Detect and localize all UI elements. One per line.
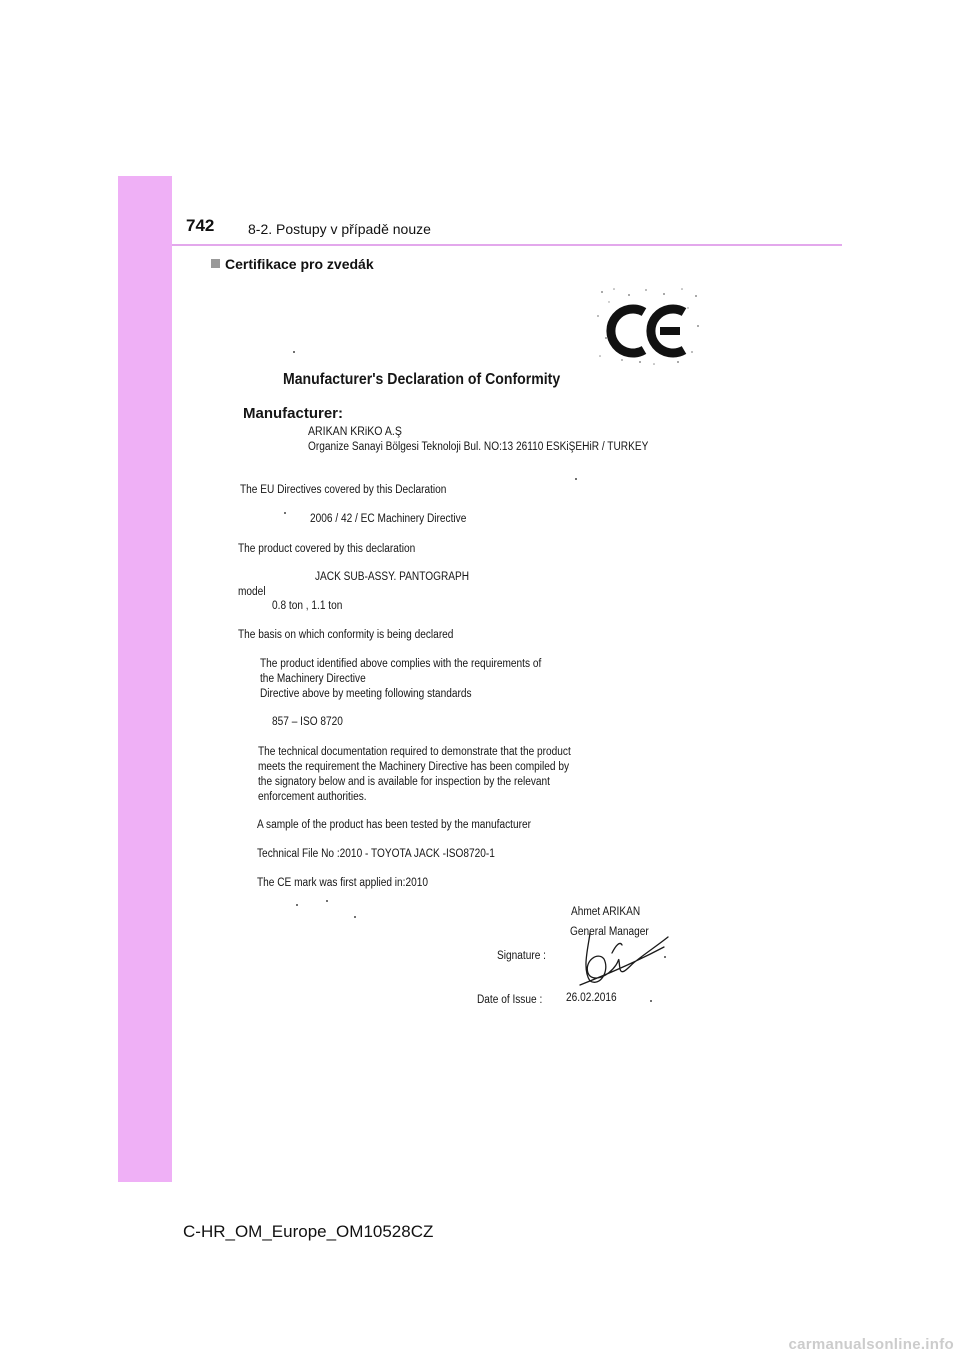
tech-doc-line: meets the requirement the Machinery Directive has been compiled by xyxy=(258,761,570,773)
scan-speck xyxy=(650,1000,652,1002)
product-name: JACK SUB-ASSY. PANTOGRAPH xyxy=(315,571,470,583)
date-label: Date of Issue : xyxy=(477,994,543,1006)
page-number: 742 xyxy=(186,216,215,235)
manufacturer-address: Organize Sanayi Bölgesi Teknoloji Bul. NO:13 26110 ESKiŞEHiR / TURKEY xyxy=(308,441,649,453)
section-heading xyxy=(211,256,374,272)
model-label: model xyxy=(238,586,266,598)
signatory-title: General Manager xyxy=(570,926,649,938)
model-values: 0.8 ton , 1.1 ton xyxy=(272,600,343,612)
date-value: 26.02.2016 xyxy=(566,992,617,1004)
technical-file: Technical File No :2010 - TOYOTA JACK -ISO8720-1 xyxy=(257,848,495,860)
chapter-title: 8-2. Postupy v případě nouze xyxy=(248,221,431,237)
standard-value: 857 – ISO 8720 xyxy=(272,716,343,728)
basis-line: the Machinery Directive xyxy=(260,673,366,685)
manufacturer-label: Manufacturer: xyxy=(243,405,344,422)
tech-doc-line: enforcement authorities. xyxy=(258,791,367,803)
signature-icon xyxy=(560,925,672,991)
directives-heading: The EU Directives covered by this Declaration xyxy=(240,484,447,496)
scan-speck xyxy=(326,900,328,902)
basis-line: Directive above by meeting following standards xyxy=(260,688,472,700)
signature-label: Signature : xyxy=(497,950,546,962)
square-bullet-icon xyxy=(211,259,220,268)
tech-doc-line: The technical documentation required to demonstrate that the product xyxy=(258,746,571,758)
section-title: Certifikace pro zvedák xyxy=(225,256,374,272)
scan-speck xyxy=(293,351,295,353)
scan-speck xyxy=(296,904,298,906)
sample-line: A sample of the product has been tested by the manufacturer xyxy=(257,819,531,831)
document-id: C-HR_OM_Europe_OM10528CZ xyxy=(183,1222,434,1241)
scan-speck xyxy=(575,478,577,480)
manufacturer-name: ARIKAN KRiKO A.Ş xyxy=(308,424,402,438)
scan-speck xyxy=(284,512,286,514)
certificate-title: Manufacturer's Declaration of Conformity xyxy=(283,371,561,388)
product-heading: The product covered by this declaration xyxy=(238,543,416,555)
scan-speck xyxy=(664,956,666,958)
basis-line: The product identified above complies with the requirements of xyxy=(260,658,542,670)
basis-heading: The basis on which conformity is being declared xyxy=(238,629,454,641)
ce-mark-icon xyxy=(594,286,704,368)
directive-value: 2006 / 42 / EC Machinery Directive xyxy=(310,513,467,525)
signatory-name: Ahmet ARIKAN xyxy=(571,906,641,918)
header-divider xyxy=(172,244,842,246)
scan-speck xyxy=(354,916,356,918)
tech-doc-line: the signatory below and is available for inspection by the relevant xyxy=(258,776,550,788)
watermark-link[interactable]: carmanualsonline.info xyxy=(788,1336,954,1353)
chapter-sidebar-tab xyxy=(118,176,172,1182)
ce-mark-first-applied: The CE mark was first applied in:2010 xyxy=(257,877,428,889)
